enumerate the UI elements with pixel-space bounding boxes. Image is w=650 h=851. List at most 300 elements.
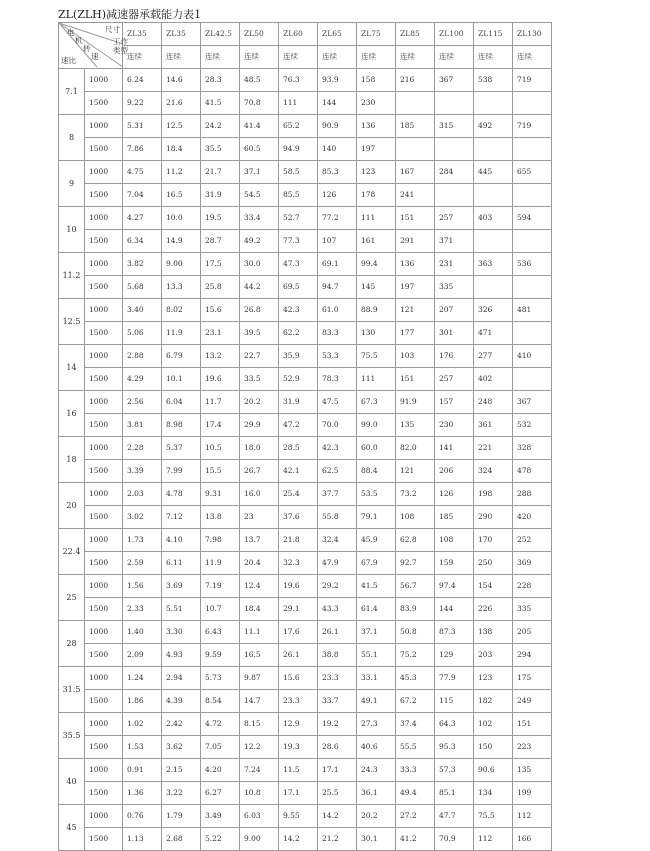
value-cell — [513, 138, 552, 161]
value-cell: 7.12 — [162, 506, 201, 529]
value-cell: 49.4 — [396, 782, 435, 805]
value-cell: 26.8 — [240, 299, 279, 322]
value-cell: 420 — [513, 506, 552, 529]
value-cell: 30.0 — [240, 253, 279, 276]
value-cell: 158 — [357, 69, 396, 92]
model-header-cell: ZL42.5 — [201, 23, 240, 46]
value-cell: 4.72 — [201, 713, 240, 736]
value-cell — [513, 368, 552, 391]
model-header-cell: ZL85 — [396, 23, 435, 46]
value-cell: 82.0 — [396, 437, 435, 460]
value-cell: 16.5 — [162, 184, 201, 207]
value-cell: 25.5 — [318, 782, 357, 805]
value-cell: 95.3 — [435, 736, 474, 759]
value-cell: 249 — [513, 690, 552, 713]
value-cell: 78.3 — [318, 368, 357, 391]
value-cell: 6.11 — [162, 552, 201, 575]
value-cell: 7.04 — [123, 184, 162, 207]
model-header-cell: ZL75 — [357, 23, 396, 46]
value-cell: 291 — [396, 230, 435, 253]
value-cell: 1.36 — [123, 782, 162, 805]
value-cell — [474, 276, 513, 299]
speed-cell: 1000 — [85, 345, 123, 368]
value-cell: 166 — [513, 828, 552, 851]
value-cell: 7.05 — [201, 736, 240, 759]
value-cell: 53.3 — [318, 345, 357, 368]
value-cell: 371 — [435, 230, 474, 253]
value-cell: 108 — [396, 506, 435, 529]
value-cell: 175 — [513, 667, 552, 690]
speed-cell: 1000 — [85, 575, 123, 598]
value-cell: 27.2 — [396, 805, 435, 828]
value-cell: 83.3 — [318, 322, 357, 345]
model-header-cell: ZL100 — [435, 23, 474, 46]
value-cell: 94.7 — [318, 276, 357, 299]
speed-cell: 1000 — [85, 207, 123, 230]
value-cell: 77.9 — [435, 667, 474, 690]
value-cell: 6.43 — [201, 621, 240, 644]
ratio-cell: 16 — [59, 391, 85, 437]
value-cell: 536 — [513, 253, 552, 276]
value-cell: 28.3 — [201, 69, 240, 92]
ratio-cell: 35.5 — [59, 713, 85, 759]
value-cell: 75.5 — [474, 805, 513, 828]
value-cell: 76.3 — [279, 69, 318, 92]
value-cell: 42.3 — [279, 299, 318, 322]
value-cell: 2.68 — [162, 828, 201, 851]
value-cell: 226 — [474, 598, 513, 621]
value-cell: 70.8 — [240, 92, 279, 115]
value-cell: 203 — [474, 644, 513, 667]
value-cell: 1.13 — [123, 828, 162, 851]
value-cell: 2.28 — [123, 437, 162, 460]
model-header-cell: ZL35 — [123, 23, 162, 46]
value-cell: 92.7 — [396, 552, 435, 575]
value-cell — [474, 138, 513, 161]
value-cell: 1.02 — [123, 713, 162, 736]
value-cell: 28.6 — [318, 736, 357, 759]
value-cell: 230 — [435, 414, 474, 437]
header-corner — [59, 23, 128, 69]
value-cell: 3.49 — [201, 805, 240, 828]
value-cell: 20.4 — [240, 552, 279, 575]
value-cell: 61.4 — [357, 598, 396, 621]
value-cell: 73.2 — [396, 483, 435, 506]
value-cell: 31.9 — [201, 184, 240, 207]
value-cell: 27.3 — [357, 713, 396, 736]
value-cell: 176 — [435, 345, 474, 368]
table-row — [59, 276, 552, 299]
value-cell: 69.5 — [279, 276, 318, 299]
value-cell: 301 — [435, 322, 474, 345]
value-cell: 4.78 — [162, 483, 201, 506]
table-row — [59, 713, 552, 736]
value-cell: 199 — [513, 782, 552, 805]
value-cell: 288 — [513, 483, 552, 506]
corner-label-type: 类型 — [113, 46, 128, 55]
value-cell: 22.7 — [240, 345, 279, 368]
value-cell: 328 — [513, 437, 552, 460]
value-cell: 28.7 — [201, 230, 240, 253]
value-cell: 15.6 — [279, 667, 318, 690]
value-cell: 4.39 — [162, 690, 201, 713]
value-cell: 19.3 — [279, 736, 318, 759]
value-cell: 144 — [435, 598, 474, 621]
speed-cell: 1500 — [85, 644, 123, 667]
value-cell: 56.7 — [396, 575, 435, 598]
model-header-cell: ZL115 — [474, 23, 513, 46]
value-cell: 0.76 — [123, 805, 162, 828]
value-cell: 11.9 — [162, 322, 201, 345]
value-cell: 93.9 — [318, 69, 357, 92]
value-cell: 23.1 — [201, 322, 240, 345]
corner-label-work: 工作 — [113, 37, 128, 46]
ratio-cell: 28 — [59, 621, 85, 667]
work-type-cell: 连续 — [357, 46, 396, 69]
table-row — [59, 483, 552, 506]
value-cell: 2.56 — [123, 391, 162, 414]
value-cell: 3.81 — [123, 414, 162, 437]
value-cell: 9.00 — [162, 253, 201, 276]
value-cell: 3.39 — [123, 460, 162, 483]
value-cell: 52.7 — [279, 207, 318, 230]
speed-cell: 1500 — [85, 230, 123, 253]
value-cell: 121 — [396, 299, 435, 322]
table-row — [59, 391, 552, 414]
value-cell: 335 — [513, 598, 552, 621]
value-cell: 52.9 — [279, 368, 318, 391]
ratio-cell: 25 — [59, 575, 85, 621]
value-cell: 23 — [240, 506, 279, 529]
value-cell: 161 — [357, 230, 396, 253]
value-cell: 241 — [396, 184, 435, 207]
speed-cell: 1000 — [85, 391, 123, 414]
corner-label-size: 尺寸 — [105, 25, 120, 34]
value-cell: 719 — [513, 115, 552, 138]
value-cell: 3.69 — [162, 575, 201, 598]
value-cell — [513, 184, 552, 207]
value-cell: 41.5 — [201, 92, 240, 115]
value-cell: 8.98 — [162, 414, 201, 437]
value-cell: 21.8 — [279, 529, 318, 552]
table-row — [59, 92, 552, 115]
value-cell: 31.9 — [279, 391, 318, 414]
ratio-cell: 45 — [59, 805, 85, 851]
value-cell: 33.4 — [240, 207, 279, 230]
value-cell: 16.0 — [240, 483, 279, 506]
value-cell: 75.2 — [396, 644, 435, 667]
value-cell: 4.75 — [123, 161, 162, 184]
value-cell: 75.5 — [357, 345, 396, 368]
value-cell: 594 — [513, 207, 552, 230]
corner-label-motor-speed: 机 — [75, 36, 83, 45]
value-cell: 41.2 — [396, 828, 435, 851]
value-cell: 32.3 — [279, 552, 318, 575]
value-cell: 67.9 — [357, 552, 396, 575]
value-cell: 60.0 — [357, 437, 396, 460]
value-cell: 290 — [474, 506, 513, 529]
value-cell — [435, 184, 474, 207]
value-cell: 5.37 — [162, 437, 201, 460]
header-row-models — [59, 23, 552, 46]
ratio-cell: 22.4 — [59, 529, 85, 575]
value-cell: 77.3 — [279, 230, 318, 253]
value-cell: 87.3 — [435, 621, 474, 644]
value-cell: 136 — [357, 115, 396, 138]
table-row — [59, 184, 552, 207]
value-cell: 3.02 — [123, 506, 162, 529]
speed-cell: 1500 — [85, 782, 123, 805]
value-cell: 29.2 — [318, 575, 357, 598]
value-cell: 532 — [513, 414, 552, 437]
value-cell: 14.2 — [318, 805, 357, 828]
value-cell — [513, 276, 552, 299]
value-cell: 43.3 — [318, 598, 357, 621]
speed-cell: 1000 — [85, 253, 123, 276]
value-cell: 18.4 — [240, 598, 279, 621]
work-type-cell: 连续 — [201, 46, 240, 69]
value-cell: 151 — [396, 207, 435, 230]
value-cell: 10.0 — [162, 207, 201, 230]
value-cell: 136 — [396, 253, 435, 276]
speed-cell: 1000 — [85, 759, 123, 782]
value-cell — [474, 92, 513, 115]
value-cell: 49.1 — [357, 690, 396, 713]
value-cell: 20.2 — [357, 805, 396, 828]
value-cell: 130 — [357, 322, 396, 345]
value-cell — [474, 184, 513, 207]
value-cell: 12.4 — [240, 575, 279, 598]
value-cell: 47.7 — [435, 805, 474, 828]
value-cell: 538 — [474, 69, 513, 92]
speed-cell: 1000 — [85, 161, 123, 184]
speed-cell: 1000 — [85, 667, 123, 690]
value-cell: 19.5 — [201, 207, 240, 230]
value-cell: 7.98 — [201, 529, 240, 552]
value-cell: 26.1 — [279, 644, 318, 667]
table-row — [59, 138, 552, 161]
work-type-cell: 连续 — [513, 46, 552, 69]
value-cell: 37.4 — [396, 713, 435, 736]
value-cell: 47.5 — [318, 391, 357, 414]
value-cell: 445 — [474, 161, 513, 184]
value-cell: 25.8 — [201, 276, 240, 299]
value-cell: 54.5 — [240, 184, 279, 207]
value-cell: 197 — [357, 138, 396, 161]
ratio-cell: 9 — [59, 161, 85, 207]
speed-cell: 1500 — [85, 828, 123, 851]
speed-cell: 1500 — [85, 184, 123, 207]
value-cell: 157 — [435, 391, 474, 414]
value-cell: 6.04 — [162, 391, 201, 414]
value-cell: 24.2 — [201, 115, 240, 138]
model-header-cell: ZL130 — [513, 23, 552, 46]
table-row — [59, 828, 552, 851]
value-cell: 123 — [357, 161, 396, 184]
value-cell: 4.10 — [162, 529, 201, 552]
model-header-cell: ZL65 — [318, 23, 357, 46]
value-cell: 57.3 — [435, 759, 474, 782]
value-cell: 26.7 — [240, 460, 279, 483]
value-cell: 324 — [474, 460, 513, 483]
table-row — [59, 253, 552, 276]
value-cell: 47.3 — [279, 253, 318, 276]
table-row — [59, 345, 552, 368]
value-cell: 205 — [513, 621, 552, 644]
value-cell: 151 — [396, 368, 435, 391]
value-cell: 144 — [318, 92, 357, 115]
value-cell: 140 — [318, 138, 357, 161]
value-cell: 150 — [474, 736, 513, 759]
value-cell: 40.6 — [357, 736, 396, 759]
ratio-cell: 31.5 — [59, 667, 85, 713]
ratio-cell: 7.1 — [59, 69, 85, 115]
value-cell: 4.29 — [123, 368, 162, 391]
table-row — [59, 115, 552, 138]
speed-cell: 1500 — [85, 92, 123, 115]
speed-cell: 1500 — [85, 598, 123, 621]
value-cell: 8.54 — [201, 690, 240, 713]
value-cell: 135 — [513, 759, 552, 782]
value-cell — [435, 138, 474, 161]
table-row — [59, 161, 552, 184]
value-cell: 248 — [474, 391, 513, 414]
value-cell: 197 — [396, 276, 435, 299]
value-cell: 207 — [435, 299, 474, 322]
value-cell: 6.24 — [123, 69, 162, 92]
value-cell: 10.1 — [162, 368, 201, 391]
value-cell: 53.5 — [357, 483, 396, 506]
value-cell: 6.03 — [240, 805, 279, 828]
value-cell: 15.6 — [201, 299, 240, 322]
table-row — [59, 552, 552, 575]
value-cell: 18.4 — [162, 138, 201, 161]
speed-cell: 1000 — [85, 713, 123, 736]
value-cell: 14.9 — [162, 230, 201, 253]
value-cell: 37.1 — [357, 621, 396, 644]
value-cell: 83.9 — [396, 598, 435, 621]
value-cell: 17.5 — [201, 253, 240, 276]
value-cell: 115 — [435, 690, 474, 713]
value-cell: 70.9 — [435, 828, 474, 851]
value-cell: 13.7 — [240, 529, 279, 552]
value-cell: 90.6 — [474, 759, 513, 782]
value-cell: 45.9 — [357, 529, 396, 552]
value-cell: 9.59 — [201, 644, 240, 667]
value-cell: 1.53 — [123, 736, 162, 759]
value-cell: 252 — [513, 529, 552, 552]
value-cell: 185 — [435, 506, 474, 529]
value-cell: 6.79 — [162, 345, 201, 368]
value-cell: 126 — [435, 483, 474, 506]
corner-label-motor-speed: 速 — [91, 52, 99, 61]
speed-cell: 1000 — [85, 483, 123, 506]
value-cell: 9.55 — [279, 805, 318, 828]
value-cell: 70.0 — [318, 414, 357, 437]
value-cell — [435, 92, 474, 115]
speed-cell: 1500 — [85, 276, 123, 299]
value-cell: 4.93 — [162, 644, 201, 667]
table-row — [59, 644, 552, 667]
value-cell: 33.3 — [396, 759, 435, 782]
value-cell — [513, 92, 552, 115]
value-cell: 37.1 — [240, 161, 279, 184]
value-cell: 1.56 — [123, 575, 162, 598]
speed-cell: 1500 — [85, 736, 123, 759]
speed-cell: 1500 — [85, 138, 123, 161]
value-cell: 17.1 — [318, 759, 357, 782]
value-cell — [513, 230, 552, 253]
value-cell: 48.5 — [240, 69, 279, 92]
value-cell: 1.86 — [123, 690, 162, 713]
value-cell: 103 — [396, 345, 435, 368]
value-cell: 58.5 — [279, 161, 318, 184]
value-cell: 4.27 — [123, 207, 162, 230]
table-row — [59, 667, 552, 690]
value-cell: 67.2 — [396, 690, 435, 713]
value-cell: 138 — [474, 621, 513, 644]
value-cell — [396, 138, 435, 161]
value-cell: 7.24 — [240, 759, 279, 782]
value-cell: 79.1 — [357, 506, 396, 529]
value-cell: 62.5 — [318, 460, 357, 483]
value-cell: 21.6 — [162, 92, 201, 115]
value-cell: 123 — [474, 667, 513, 690]
value-cell: 14.7 — [240, 690, 279, 713]
value-cell — [513, 322, 552, 345]
value-cell: 17.6 — [279, 621, 318, 644]
value-cell: 99.0 — [357, 414, 396, 437]
value-cell: 3.40 — [123, 299, 162, 322]
speed-cell: 1000 — [85, 69, 123, 92]
value-cell: 41.4 — [240, 115, 279, 138]
speed-cell: 1000 — [85, 299, 123, 322]
value-cell: 2.03 — [123, 483, 162, 506]
value-cell: 257 — [435, 368, 474, 391]
table-row — [59, 690, 552, 713]
value-cell: 13.8 — [201, 506, 240, 529]
table-row — [59, 575, 552, 598]
value-cell: 257 — [435, 207, 474, 230]
value-cell: 55.1 — [357, 644, 396, 667]
value-cell: 8.15 — [240, 713, 279, 736]
value-cell: 94.9 — [279, 138, 318, 161]
table-row — [59, 437, 552, 460]
table-row — [59, 506, 552, 529]
value-cell: 10.8 — [240, 782, 279, 805]
work-type-cell: 连续 — [396, 46, 435, 69]
value-cell: 21.7 — [201, 161, 240, 184]
value-cell: 178 — [357, 184, 396, 207]
speed-cell: 1000 — [85, 805, 123, 828]
value-cell: 69.1 — [318, 253, 357, 276]
value-cell: 61.0 — [318, 299, 357, 322]
value-cell: 3.62 — [162, 736, 201, 759]
value-cell: 21.2 — [318, 828, 357, 851]
speed-cell: 1500 — [85, 506, 123, 529]
table-row — [59, 621, 552, 644]
ratio-cell: 10 — [59, 207, 85, 253]
value-cell: 151 — [513, 713, 552, 736]
value-cell: 141 — [435, 437, 474, 460]
value-cell: 11.2 — [162, 161, 201, 184]
value-cell: 478 — [513, 460, 552, 483]
value-cell: 23.3 — [279, 690, 318, 713]
value-cell: 29.1 — [279, 598, 318, 621]
work-type-cell: 连续 — [435, 46, 474, 69]
value-cell: 5.68 — [123, 276, 162, 299]
value-cell: 26.1 — [318, 621, 357, 644]
